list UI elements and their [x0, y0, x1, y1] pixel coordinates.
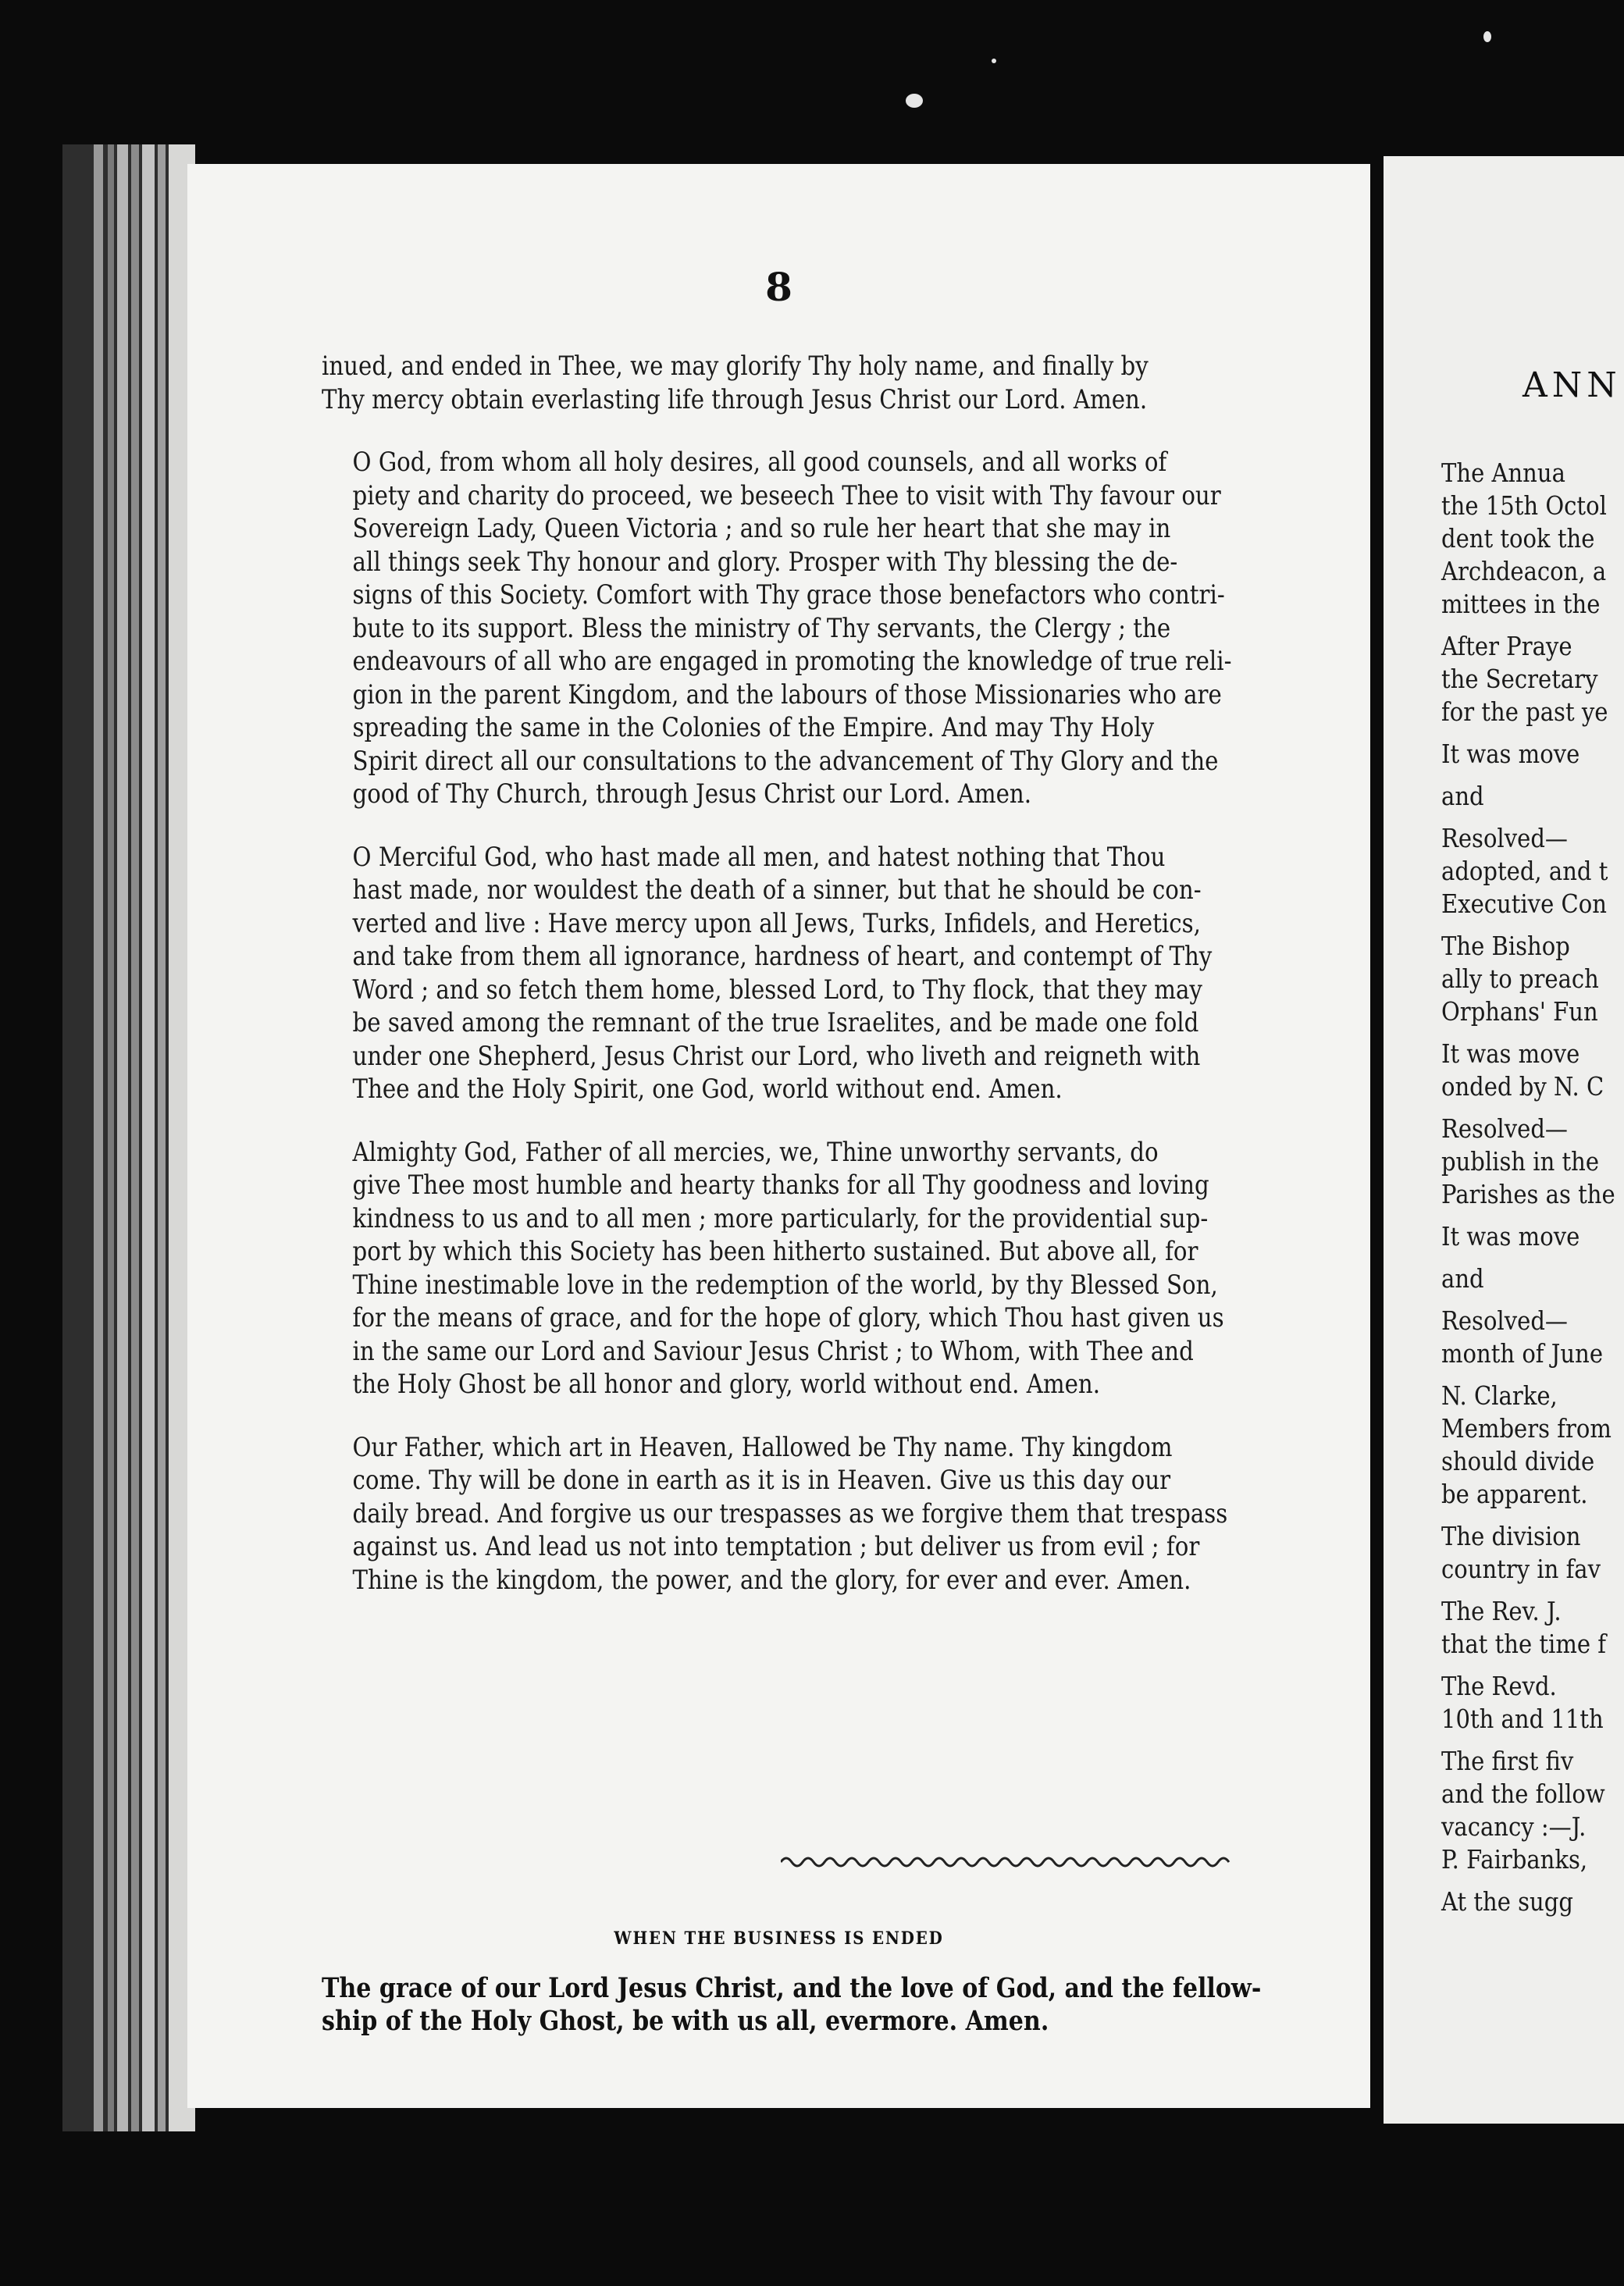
text-line: kindness to us and to all men ; more particularly, for the providential sup-: [352, 1202, 1209, 1234]
text-line: should divide: [1441, 1446, 1595, 1476]
text-line: the Holy Ghost be all honor and glory, world without end. Amen.: [352, 1369, 1101, 1400]
text-line: dent took the: [1441, 523, 1595, 554]
text-line: come. Thy will be done in earth as it is in Heaven. Give us this day our: [352, 1465, 1171, 1496]
right-page-text: [1441, 457, 1624, 1918]
text-line: endeavours of all who are engaged in promoting the knowledge of true reli-: [352, 646, 1232, 677]
text-line: good of Thy Church, through Jesus Christ our Lord. Amen.: [352, 778, 1032, 810]
text-line: mittees in the: [1441, 589, 1601, 619]
dust-speck: [1483, 31, 1491, 42]
text-line: for the means of grace, and for the hope of glory, which Thou hast given us: [352, 1302, 1224, 1334]
text-line: Word ; and so fetch them home, blessed Lord, to Thy flock, that they may: [352, 974, 1202, 1006]
right-page-heading: ANN: [1522, 365, 1622, 405]
text-line: inued, and ended in Thee, we may glorify Thy holy name, and finally by: [322, 351, 1149, 382]
text-line: bute to its support. Bless the ministry of Thy servants, the Clergy ; the: [352, 612, 1171, 644]
text-line: Archdeacon, a: [1441, 556, 1607, 586]
text-line: 10th and 11th: [1441, 1704, 1604, 1734]
right-page: [1384, 156, 1624, 2124]
text-line: piety and charity do proceed, we beseech Thee to visit with Thy favour our: [352, 479, 1221, 511]
text-line: Thee and the Holy Spirit, one God, world without end. Amen.: [352, 1074, 1063, 1105]
text-line: hast made, nor wouldest the death of a sinner, but that he should be con-: [352, 874, 1202, 906]
text-line: After Praye: [1441, 631, 1572, 661]
text-line: Our Father, which art in Heaven, Hallowed be Thy name. Thy kingdom: [352, 1431, 1173, 1463]
text-line: and take from them all ignorance, hardness of heart, and contempt of Thy: [352, 941, 1213, 972]
dust-speck: [906, 94, 923, 108]
text-line: It was move: [1441, 1038, 1580, 1069]
page-number: 8: [765, 264, 792, 310]
text-line: gion in the parent Kingdom, and the labours of those Missionaries who are: [352, 678, 1222, 710]
text-line: Sovereign Lady, Queen Victoria ; and so rule her heart that she may in: [352, 513, 1171, 544]
text-line: all things seek Thy honour and glory. Prosper with Thy blessing the de-: [352, 546, 1178, 578]
text-line: The grace of our Lord Jesus Christ, and the love of God, and the fellow-: [322, 1972, 1262, 2004]
text-line: The Rev. J.: [1441, 1596, 1562, 1626]
dust-speck: [992, 59, 996, 63]
text-line: verted and live : Have mercy upon all Jews, Turks, Infidels, and Heretics,: [352, 907, 1201, 939]
prayer-text: [322, 350, 1341, 1626]
ornamental-rule: [781, 1846, 1234, 1878]
text-line: Thine inestimable love in the redemption of the world, by thy Blessed Son,: [352, 1269, 1218, 1301]
text-line: signs of this Society. Comfort with Thy grace those benefactors who contri-: [352, 579, 1225, 611]
text-line: in the same our Lord and Saviour Jesus Christ ; to Whom, with Thee and: [352, 1335, 1194, 1367]
text-line: the Secretary: [1441, 664, 1598, 694]
text-line: be apparent.: [1441, 1479, 1588, 1509]
text-line: At the sugg: [1441, 1886, 1573, 1917]
paragraph: [322, 1136, 1341, 1401]
closing-prayer: [322, 1972, 1341, 2038]
text-line: Almighty God, Father of all mercies, we, Thine unworthy servants, do: [352, 1136, 1159, 1168]
text-line: adopted, and t: [1441, 856, 1608, 886]
text-line: month of June: [1441, 1338, 1604, 1369]
text-line: N. Clarke,: [1441, 1380, 1558, 1411]
text-line: Resolved—: [1441, 1113, 1568, 1144]
paragraph: [322, 446, 1341, 811]
text-line: ship of the Holy Ghost, be with us all, evermore. Amen.: [322, 2005, 1049, 2037]
text-line: under one Shepherd, Jesus Christ our Lord, who liveth and reigneth with: [352, 1040, 1201, 1072]
text-line: Orphans' Fun: [1441, 996, 1598, 1027]
text-line: It was move: [1441, 1221, 1580, 1252]
text-line: Thy mercy obtain everlasting life through Jesus Christ our Lord. Amen.: [322, 383, 1148, 415]
text-line: Resolved—: [1441, 1305, 1568, 1336]
text-line: the 15th Octol: [1441, 490, 1607, 521]
text-line: port by which this Society has been hitherto sustained. But above all, for: [352, 1236, 1198, 1267]
text-line: Spirit direct all our consultations to the advancement of Thy Glory and the: [352, 745, 1219, 777]
text-line: vacancy :—J.: [1441, 1811, 1587, 1842]
text-line: give Thee most humble and hearty thanks for all Thy goodness and loving: [352, 1170, 1209, 1201]
left-page: [187, 164, 1370, 2108]
text-line: be saved among the remnant of the true Israelites, and be made one fold: [352, 1007, 1199, 1038]
section-caption: WHEN THE BUSINESS IS ENDED: [614, 1928, 944, 1949]
text-line: O God, from whom all holy desires, all good counsels, and all works of: [352, 447, 1167, 478]
text-line: Thine is the kingdom, the power, and the glory, for ever and ever. Amen.: [352, 1564, 1191, 1596]
text-line: that the time f: [1441, 1629, 1607, 1659]
text-line: The Revd.: [1441, 1671, 1557, 1701]
text-line: against us. And lead us not into temptation ; but deliver us from evil ; for: [352, 1531, 1200, 1562]
text-line: and the follow: [1441, 1779, 1605, 1809]
paragraph: [322, 1431, 1341, 1597]
text-line: O Merciful God, who hast made all men, and hatest nothing that Thou: [352, 841, 1166, 873]
text-line: and: [1441, 781, 1484, 811]
text-line: The Annua: [1441, 458, 1565, 488]
text-line: onded by N. C: [1441, 1071, 1604, 1102]
text-line: The division: [1441, 1521, 1581, 1551]
text-line: The first fiv: [1441, 1746, 1574, 1776]
text-line: Parishes as the: [1441, 1179, 1615, 1209]
text-line: Resolved—: [1441, 823, 1568, 853]
text-line: It was move: [1441, 739, 1580, 769]
paragraph: [322, 841, 1341, 1106]
text-line: P. Fairbanks,: [1441, 1844, 1588, 1875]
text-line: ally to preach: [1441, 963, 1599, 994]
text-line: spreading the same in the Colonies of the Empire. And may Thy Holy: [352, 712, 1155, 743]
text-line: country in fav: [1441, 1554, 1601, 1584]
text-line: publish in the: [1441, 1146, 1600, 1177]
text-line: Executive Con: [1441, 888, 1607, 919]
text-line: The Bishop: [1441, 931, 1570, 961]
paragraph: [322, 350, 1341, 416]
book-edge: [62, 144, 195, 2131]
text-line: for the past ye: [1441, 696, 1608, 727]
text-line: and: [1441, 1263, 1484, 1294]
text-line: Members from: [1441, 1413, 1612, 1444]
text-line: daily bread. And forgive us our trespasses as we forgive them that trespass: [352, 1497, 1228, 1529]
